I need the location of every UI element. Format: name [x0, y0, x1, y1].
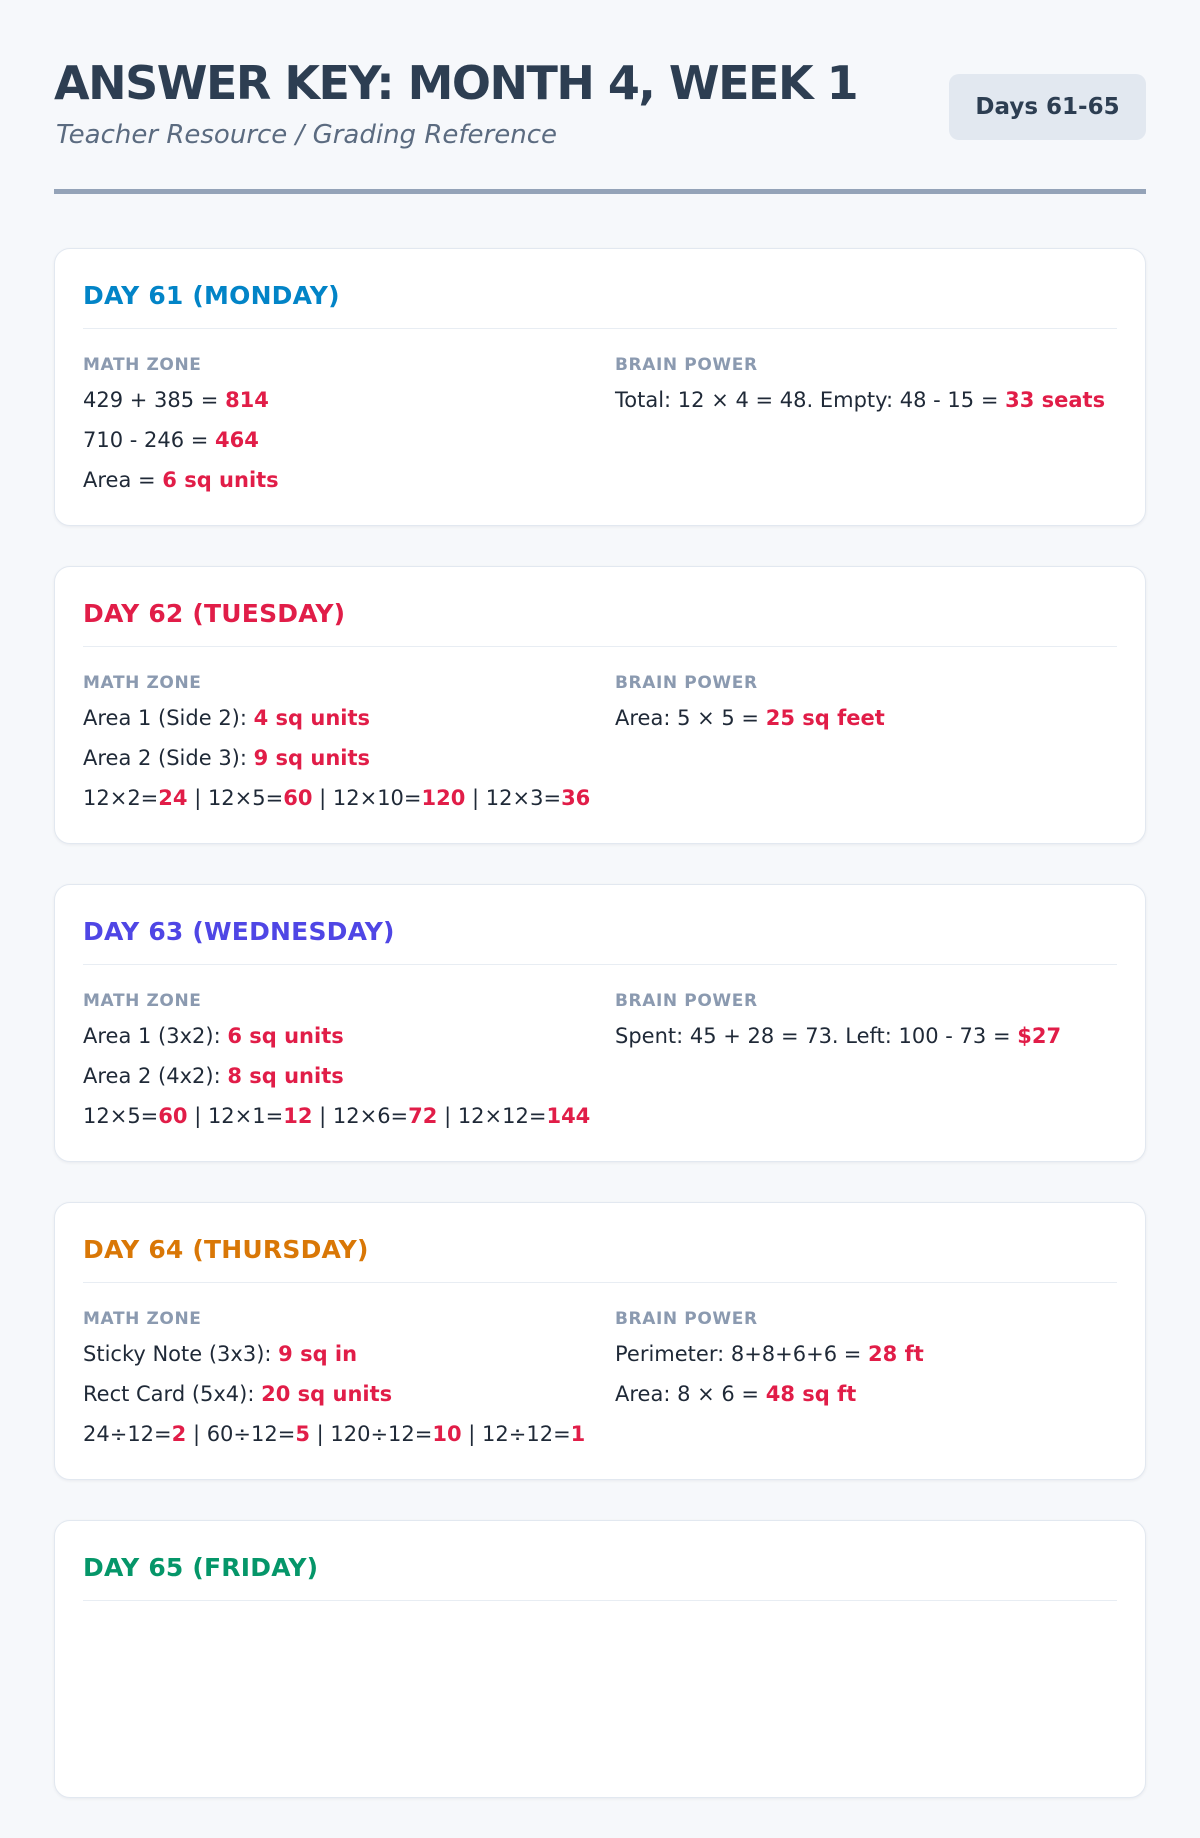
math-zone-column	[83, 353, 615, 505]
day-columns	[83, 989, 1117, 1141]
day-title: DAY 61 (MONDAY)	[83, 277, 1117, 329]
problem-text: Perimeter: 8+8+6+6 =	[615, 1342, 869, 1366]
brain-line	[615, 703, 1117, 743]
page-header	[54, 0, 1146, 194]
math-line	[83, 425, 615, 465]
math-zone-label: MATH ZONE	[83, 991, 202, 1011]
problem-text: | 60÷12=	[186, 1422, 296, 1446]
answer-value: 33 seats	[1005, 388, 1106, 412]
problem-text: | 12×6=	[312, 1104, 409, 1128]
days-range-badge: Days 61-65	[949, 74, 1146, 140]
math-zone-label: MATH ZONE	[83, 1309, 202, 1329]
day-title: DAY 62 (TUESDAY)	[83, 595, 1117, 647]
day-columns	[83, 671, 1117, 823]
math-zone-label: MATH ZONE	[83, 673, 202, 693]
math-line	[83, 1339, 615, 1379]
answer-value: 9 sq in	[278, 1342, 358, 1366]
problem-text: | 12÷12=	[461, 1422, 571, 1446]
math-line	[83, 743, 615, 783]
problem-text: 24÷12=	[83, 1422, 172, 1446]
problem-text: Area 2 (4x2):	[83, 1064, 228, 1088]
problem-text: | 12×10=	[312, 786, 422, 810]
day-title: DAY 65 (FRIDAY)	[83, 1549, 1117, 1601]
day-card	[54, 1520, 1146, 1798]
answer-value: 12	[283, 1104, 313, 1128]
answer-value: 20 sq units	[261, 1382, 393, 1406]
brain-power-column	[615, 353, 1117, 505]
problem-text: 12×2=	[83, 786, 159, 810]
day-columns	[83, 353, 1117, 505]
day-card	[54, 566, 1146, 844]
brain-line	[615, 1021, 1117, 1061]
answer-value: 60	[158, 1104, 188, 1128]
brain-power-column	[615, 671, 1117, 823]
problem-text: 429 + 385 =	[83, 388, 226, 412]
problem-text: 12×5=	[83, 1104, 159, 1128]
day-columns	[83, 1307, 1117, 1459]
problem-text: | 12×5=	[187, 786, 284, 810]
problem-text: Area 2 (Side 3):	[83, 746, 254, 770]
brain-line	[615, 1339, 1117, 1379]
answer-value: 2	[171, 1422, 187, 1446]
answer-value: 72	[408, 1104, 438, 1128]
page-subtitle: Teacher Resource / Grading Reference	[56, 120, 557, 150]
math-line	[83, 1101, 615, 1141]
problem-text: | 12×3=	[465, 786, 562, 810]
problem-text: Sticky Note (3x3):	[83, 1342, 279, 1366]
math-line	[83, 465, 615, 505]
answer-value: 60	[283, 786, 313, 810]
math-line	[83, 783, 615, 823]
problem-text: | 120÷12=	[309, 1422, 433, 1446]
brain-line	[615, 385, 1117, 425]
math-zone-label: MATH ZONE	[83, 355, 202, 375]
answer-value: 144	[546, 1104, 591, 1128]
math-zone-column	[83, 671, 615, 823]
answer-value: 464	[215, 428, 259, 452]
day-card	[54, 1202, 1146, 1480]
answer-value: 5	[295, 1422, 310, 1446]
math-zone-column	[83, 989, 615, 1141]
answer-value: 1	[570, 1422, 586, 1446]
answer-value: 24	[158, 786, 188, 810]
math-line	[83, 703, 615, 743]
math-line	[83, 385, 615, 425]
answer-value: 9 sq units	[253, 746, 371, 770]
answer-value: 10	[432, 1422, 462, 1446]
problem-text: Total: 12 × 4 = 48. Empty: 48 - 15 =	[615, 388, 1006, 412]
answer-value: 25 sq feet	[765, 706, 885, 730]
answer-value: 120	[421, 786, 466, 810]
brain-power-label: BRAIN POWER	[615, 355, 758, 375]
problem-text: Rect Card (5x4):	[83, 1382, 262, 1406]
problem-text: | 12×12=	[437, 1104, 547, 1128]
answer-value: 28 ft	[868, 1342, 924, 1366]
answer-value: 6 sq units	[227, 1024, 344, 1048]
answer-value: $27	[1017, 1024, 1062, 1048]
answer-value: 814	[225, 388, 269, 412]
brain-power-label: BRAIN POWER	[615, 673, 758, 693]
page-title: ANSWER KEY: MONTH 4, WEEK 1	[54, 56, 858, 110]
answer-value: 48 sq ft	[765, 1382, 857, 1406]
problem-text: 710 - 246 =	[83, 428, 216, 452]
brain-power-label: BRAIN POWER	[615, 1309, 758, 1329]
math-line	[83, 1021, 615, 1061]
day-title: DAY 64 (THURSDAY)	[83, 1231, 1117, 1283]
problem-text: Area 1 (3x2):	[83, 1024, 228, 1048]
brain-power-column	[615, 989, 1117, 1141]
problem-text: Area 1 (Side 2):	[83, 706, 254, 730]
problem-text: Area: 8 × 6 =	[615, 1382, 766, 1406]
brain-line	[615, 1379, 1117, 1419]
answer-value: 8 sq units	[227, 1064, 344, 1088]
day-title: DAY 63 (WEDNESDAY)	[83, 913, 1117, 965]
problem-text: Spent: 45 + 28 = 73. Left: 100 - 73 =	[615, 1024, 1018, 1048]
math-zone-column	[83, 1307, 615, 1459]
day-card	[54, 248, 1146, 526]
brain-power-label: BRAIN POWER	[615, 991, 758, 1011]
answer-value: 36	[561, 786, 591, 810]
answer-value: 6 sq units	[162, 468, 279, 492]
problem-text: | 12×1=	[187, 1104, 284, 1128]
day-card	[54, 884, 1146, 1162]
problem-text: Area =	[83, 468, 163, 492]
math-line	[83, 1379, 615, 1419]
answer-value: 4 sq units	[253, 706, 371, 730]
brain-power-column	[615, 1307, 1117, 1459]
math-line	[83, 1061, 615, 1101]
math-line	[83, 1419, 615, 1459]
problem-text: Area: 5 × 5 =	[615, 706, 766, 730]
